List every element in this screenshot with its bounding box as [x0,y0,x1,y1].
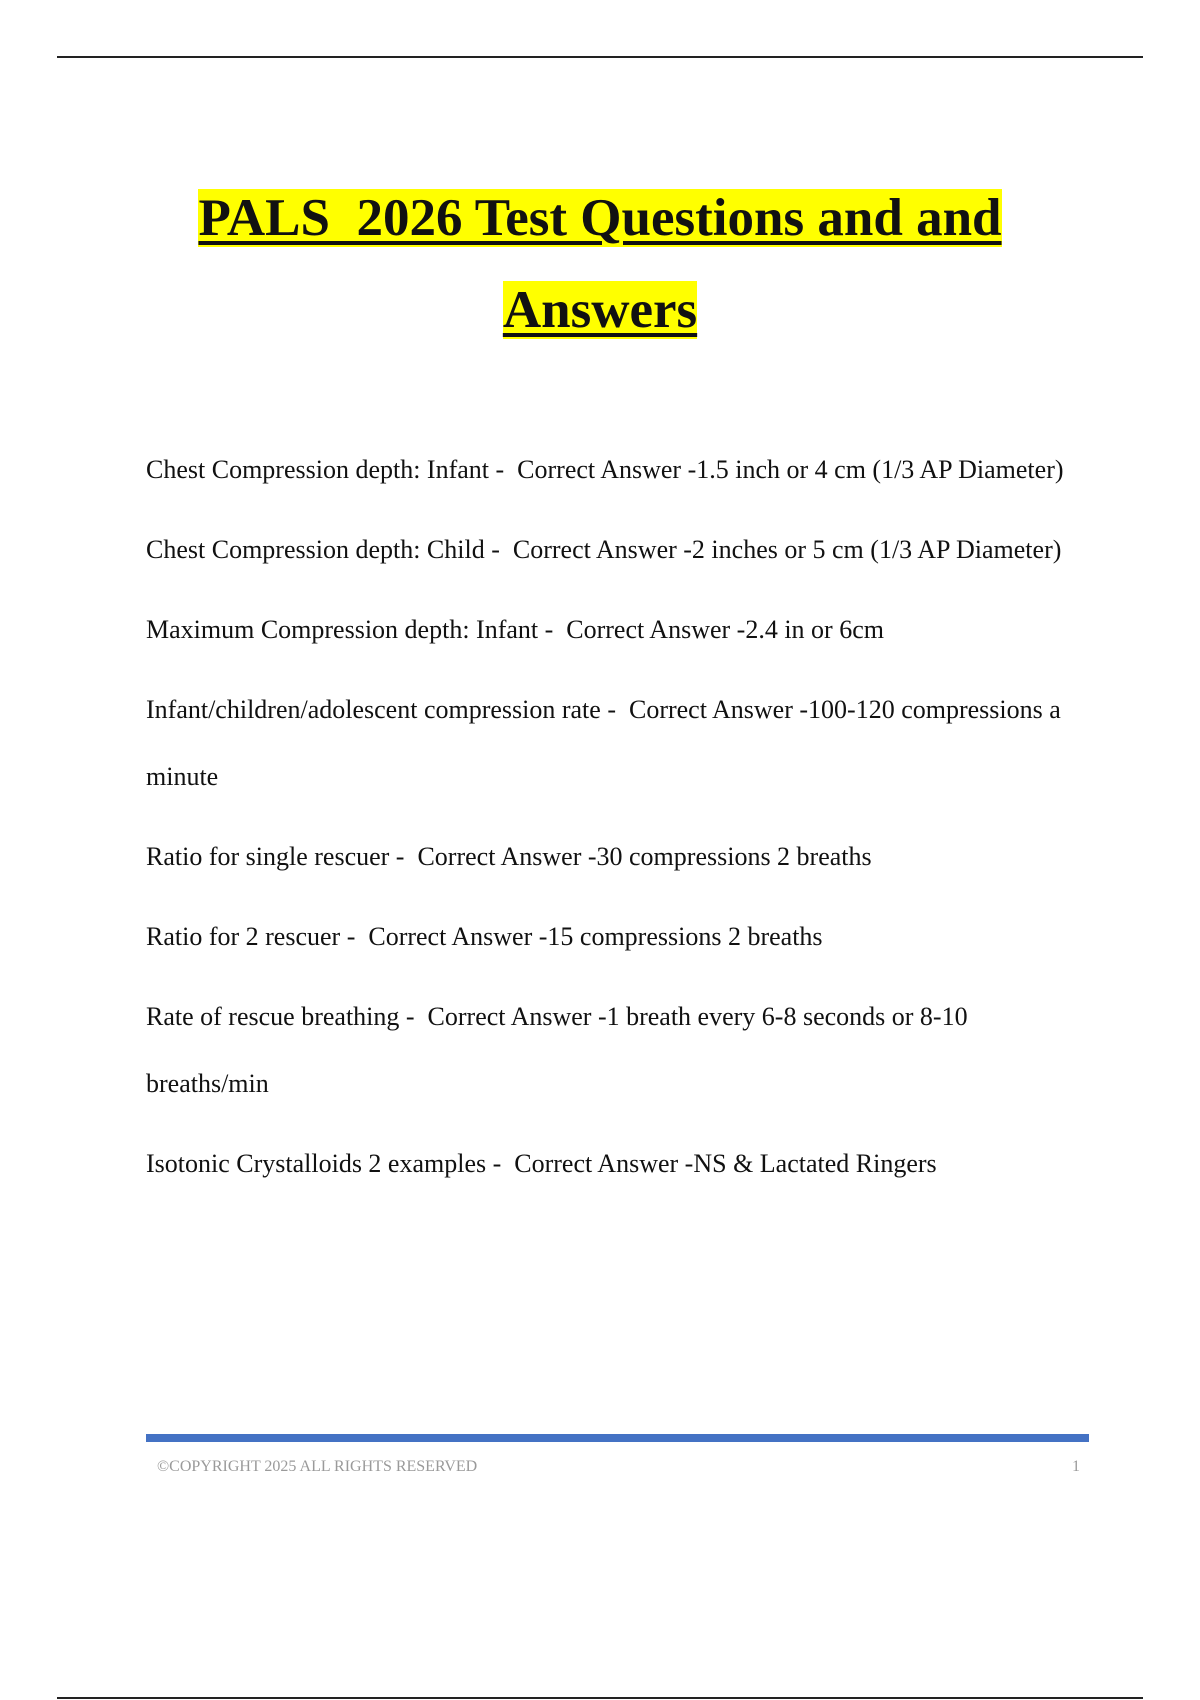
qa-item-single-rescuer-ratio: Ratio for single rescuer - Correct Answer -30 compressions 2 breaths [146,842,872,871]
qa-item-rescue-breathing-rate: Rate of rescue breathing - Correct Answer -1 breath every 6-8 seconds or 8-10 breaths/min [146,1002,975,1098]
qa-item-two-rescuer-ratio: Ratio for 2 rescuer - Correct Answer -15 compressions 2 breaths [146,922,823,951]
qa-item-isotonic-crystalloids: Isotonic Crystalloids 2 examples - Correct Answer -NS & Lactated Ringers [146,1149,937,1178]
page-number: 1 [1072,1458,1080,1475]
qa-item-infant-depth: Chest Compression depth: Infant - Correct Answer -1.5 inch or 4 cm (1/3 AP Diameter) [146,455,1064,484]
qa-item-compression-rate: Infant/children/adolescent compression rate - Correct Answer -100-120 compressions a minute [146,695,1068,791]
top-page-rule [57,56,1143,58]
qa-item-child-depth: Chest Compression depth: Child - Correct Answer -2 inches or 5 cm (1/3 AP Diameter) [146,535,1062,564]
title-line-2: Answers [502,281,698,339]
document-title [0,172,1200,356]
title-line-1: PALS 2026 Test Questions and and [198,189,1002,247]
footer-rule [146,1434,1089,1442]
question-answer-list [146,436,1066,1210]
footer-copyright: ©COPYRIGHT 2025 ALL RIGHTS RESERVED [157,1458,478,1475]
qa-item-max-infant-depth: Maximum Compression depth: Infant - Correct Answer -2.4 in or 6cm [146,615,884,644]
bottom-page-rule [57,1697,1143,1699]
